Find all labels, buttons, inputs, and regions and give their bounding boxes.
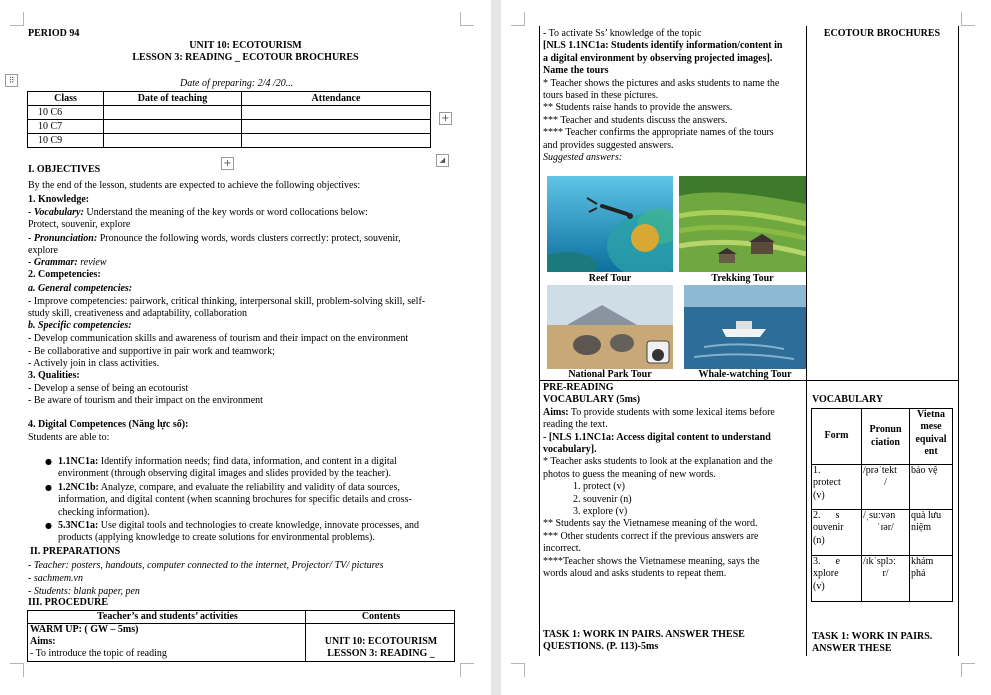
vocab-viet-cell: [910, 465, 953, 510]
vocab-header-vietnamese: [910, 409, 953, 465]
table-border: [539, 26, 540, 656]
header-text: Pronun: [869, 424, 902, 436]
step-text: *** Other students correct if the previous answers are: [543, 530, 759, 542]
step-text: ****Teacher shows the Vietnamese meaning, says the: [543, 555, 760, 567]
table-border: [958, 26, 959, 656]
header-text: ent: [924, 446, 938, 458]
crop-mark: [460, 663, 474, 677]
header-class: Class: [28, 92, 104, 106]
prep-students: - Students: blank paper, pen: [28, 586, 140, 597]
task-1-heading-cont: QUESTIONS. (P. 113)-5ms: [543, 641, 659, 652]
digital-competences-heading: 4. Digital Competences (Năng lực số):: [28, 419, 189, 430]
table-move-handle-icon[interactable]: ⠿: [5, 74, 18, 87]
caption-reef-tour: Reef Tour: [588, 273, 632, 284]
table-resize-handle-icon[interactable]: ◢: [436, 154, 449, 167]
lesson-title: LESSON 3: READING _ ECOTOUR BROCHURES: [132, 52, 359, 63]
attendance-cell[interactable]: [242, 134, 431, 148]
vocab-form-cell: [812, 556, 862, 602]
list-item-cont: [58, 494, 419, 506]
list-item-cont: [58, 532, 419, 544]
competencies-heading: 2. Competencies:: [28, 269, 101, 280]
date-cell[interactable]: [104, 106, 242, 120]
word-item: 1. protect (v): [573, 481, 625, 493]
activity-text: **** Teacher confirms the appropriate names of the tours: [543, 127, 774, 139]
general-competencies-heading: a. General competencies:: [28, 283, 133, 294]
activity-text: ** Students raise hands to provide the answers.: [543, 102, 733, 114]
cell-text: /prəˈtekt: [863, 465, 897, 476]
pronunciation-label: - Pronunciation:: [28, 233, 98, 244]
vocab-header-form: Form: [812, 409, 862, 465]
activity-text: * Teacher shows the pictures and asks students to name the: [543, 77, 780, 89]
quality-item: - Be aware of tourism and their impact on the environment: [28, 395, 263, 406]
prep-teacher: - Teacher: posters, handouts, computer connected to the internet, Projector/ TV/ pictures: [28, 560, 384, 571]
bullet-icon: ●: [45, 521, 52, 531]
whale-watching-tour-photo: [684, 285, 806, 369]
date-of-preparing: Date of preparing: 2/4 /20...: [180, 78, 294, 89]
ecotour-brochures-heading: ECOTOUR BROCHURES: [823, 28, 941, 39]
specific-competency-item: - Be collaborative and supportive in pair work and teamwork;: [28, 346, 275, 357]
content-unit: UNIT 10: ECOTOURISM: [324, 636, 438, 647]
nls-note: vocabulary].: [543, 444, 597, 456]
class-cell: 10 C7: [28, 120, 104, 134]
grammar-label: - Grammar:: [28, 257, 78, 268]
cell-text: ouvenir: [813, 522, 844, 534]
cell-text: xplore: [813, 568, 839, 580]
cell-text: 1.: [813, 465, 821, 476]
crop-mark: [961, 663, 975, 677]
general-competencies-text: - Improve competencies: pairwork, critical thinking, interpersonal skill, problem-solving skill, self-: [28, 296, 426, 307]
activity-text: - To activate Ss’ knowledge of the topic: [543, 28, 702, 39]
vocab-pron-cell: [862, 465, 910, 510]
bullet-icon: ●: [45, 457, 52, 466]
period-label: PERIOD 94: [28, 28, 80, 39]
vocab-pron-cell: [862, 556, 910, 602]
task-1-heading-right: TASK 1: WORK IN PAIRS.: [812, 631, 933, 642]
header-text: equival: [915, 433, 947, 445]
specific-competency-item: - Develop communication skills and awareness of tourism and their impact on the environment: [28, 333, 409, 344]
competence-text: Use digital tools and technologies to create knowledge, innovate processes, and: [98, 520, 420, 532]
vocab-viet-cell: [910, 510, 953, 556]
specific-competencies-heading: b. Specific competencies:: [28, 320, 132, 331]
aims-line: [543, 407, 775, 419]
document-page-right: [501, 0, 991, 695]
nls-note: [NLS 1.1NC1a: Students identify information/content in: [543, 40, 783, 52]
word-item: 3. explore (v): [573, 506, 628, 518]
caption-whale-watching-tour: Whale-watching Tour: [698, 369, 792, 380]
list-item: [45, 481, 419, 494]
header-attendance: Attendance: [242, 92, 431, 106]
warmup-heading: WARM UP: ( GW – 5ms): [30, 624, 139, 635]
step-text: photos to guess the meaning of new words.: [543, 468, 716, 480]
header-text: ciation: [871, 436, 900, 448]
grammar-text: review: [77, 257, 107, 268]
aims-text: To provide students with some lexical items before: [568, 406, 775, 418]
list-item-cont: [58, 468, 419, 480]
caption-trekking-tour: Trekking Tour: [711, 273, 774, 284]
grammar-line: [28, 257, 107, 269]
general-competencies-text-cont: study skill, creativeness and adaptability, collaboration: [28, 308, 248, 319]
crop-mark: [511, 12, 525, 26]
tour-activity-cell: [543, 28, 782, 164]
step-text: ** Students say the Vietnamese meaning of the word.: [543, 518, 758, 530]
vocabulary-heading: VOCABULARY (5ms): [543, 394, 641, 406]
vocab-words: Protect, souvenir, explore: [28, 219, 131, 230]
nls-note: a digital environment by observing projected images].: [543, 52, 773, 64]
crop-mark: [10, 663, 24, 677]
trekking-tour-photo: [679, 176, 806, 272]
header-text: Vietna: [917, 409, 945, 420]
cell-text: quà lưu: [911, 510, 942, 521]
vocab-header-pronunciation: [862, 409, 910, 465]
vocab-form-cell: [812, 465, 862, 510]
knowledge-heading: 1. Knowledge:: [28, 194, 90, 205]
task-1-heading-right-cont: ANSWER THESE: [812, 643, 892, 654]
step-text: words aloud and asks students to repeat them.: [543, 568, 727, 580]
vocab-viet-cell: [910, 556, 953, 602]
crop-mark: [511, 663, 525, 677]
competence-code: 1.2NC1b:: [58, 481, 99, 493]
competence-text: Analyze, compare, and evaluate the reliability and validity of data sources,: [98, 481, 400, 493]
step-text: * Teacher asks students to look at the explanation and the: [543, 456, 773, 468]
competence-text: products (applying knowledge to create solutions for environmental problems).: [58, 532, 375, 544]
add-column-icon[interactable]: +: [439, 112, 452, 125]
cell-text: phá: [911, 568, 926, 580]
pre-reading-heading: PRE-READING: [543, 382, 614, 393]
cell-text: 2. s: [813, 510, 840, 521]
list-item: [45, 456, 419, 468]
pre-reading-cell: [543, 382, 775, 581]
table-border: [806, 26, 807, 656]
prep-sachmem: - sachmem.vn: [28, 573, 83, 584]
caption-national-park-tour: National Park Tour: [568, 369, 652, 380]
vocab-text: Understand the meaning of the key words or word collocations below:: [83, 207, 368, 218]
vocabulary-table: [811, 408, 953, 602]
step-text: incorrect.: [543, 543, 582, 555]
warmup-cell: [28, 624, 306, 662]
suggested-answers-label: Suggested answers:: [543, 152, 623, 164]
list-item-cont: [58, 507, 419, 519]
crop-mark: [961, 12, 975, 26]
aims-label: Aims:: [30, 636, 56, 647]
word-item: 2. souvenir (n): [573, 493, 632, 505]
warmup-content-cell: [306, 624, 455, 662]
cell-text: /: [884, 477, 887, 489]
procedure-heading: III. PROCEDURE: [28, 597, 109, 608]
national-park-tour-photo: [547, 285, 673, 369]
competence-text: environment (through observing digital images and slides provided by the teacher).: [58, 468, 391, 480]
objectives-heading: I. OBJECTIVES: [28, 164, 101, 175]
class-cell: 10 C6: [28, 106, 104, 120]
pronunciation-text-cont: explore: [28, 245, 58, 256]
date-cell[interactable]: [104, 120, 242, 134]
crop-mark: [10, 12, 24, 26]
bullet-icon: ●: [45, 482, 52, 492]
cell-text: protect: [813, 477, 841, 489]
task-1-heading: TASK 1: WORK IN PAIRS. ANSWER THESE: [543, 629, 745, 640]
vocab-label: - Vocabulary:: [28, 207, 84, 218]
competence-code: 5.3NC1a:: [58, 520, 99, 532]
quality-item: - Develop a sense of being an ecotourist: [28, 383, 189, 394]
procedure-table: [27, 610, 455, 662]
crop-mark: [460, 12, 474, 26]
table-border: [539, 380, 959, 381]
competence-code: 1.1NC1a:: [58, 456, 99, 467]
reef-tour-photo: [547, 176, 673, 272]
class-cell: 10 C9: [28, 134, 104, 148]
vocab-pron-cell: [862, 510, 910, 556]
cell-text: ˈɪər/: [877, 522, 894, 534]
cell-text: khám: [911, 556, 934, 567]
date-cell[interactable]: [104, 134, 242, 148]
pronunciation-text: Pronounce the following words, words clusters correctly: protect, souvenir,: [97, 233, 401, 244]
content-lesson: LESSON 3: READING _: [327, 648, 435, 659]
activity-text: and provides suggested answers.: [543, 139, 674, 151]
aims-label: Aims:: [543, 406, 569, 418]
list-item: [45, 520, 420, 532]
competence-text: checking information).: [58, 506, 150, 518]
competence-text: Identify information needs; find data, information, and content in a digital: [98, 456, 397, 467]
cell-text: 3. e: [813, 556, 840, 567]
cell-text: /ɪkˈsplɔː: [863, 556, 896, 567]
cell-text: r/: [882, 568, 889, 580]
cell-text: (v): [813, 489, 825, 501]
competence-text: information, and digital content (when scanning brochures for specific details and cross-: [58, 494, 412, 506]
attendance-cell[interactable]: [242, 120, 431, 134]
cell-text: /ˌsuːvən: [863, 510, 896, 521]
preparations-heading: II. PREPARATIONS: [30, 546, 121, 557]
activity-text: *** Teacher and students discuss the answers.: [543, 114, 728, 126]
vocabulary-box-heading: VOCABULARY: [812, 394, 884, 405]
pronunciation-line: [28, 233, 401, 245]
attendance-cell[interactable]: [242, 106, 431, 120]
cell-text: bảo vệ: [911, 465, 938, 476]
digital-competences-list: [45, 456, 420, 545]
aims-text: reading the text.: [543, 419, 608, 431]
nls-note: - [NLS 1.1NC1a: Access digital content to understand: [543, 431, 771, 443]
objectives-intro: By the end of the lesson, students are expected to achieve the following objectives:: [28, 180, 361, 191]
specific-competency-item: - Actively join in class activities.: [28, 358, 160, 369]
aims-text: - To introduce the topic of reading: [30, 648, 167, 659]
cell-text: (n): [813, 534, 825, 546]
header-text: mese: [920, 421, 942, 433]
attendance-table: [27, 91, 431, 148]
digital-competences-intro: Students are able to:: [28, 432, 110, 443]
activity-text: tours based in these pictures.: [543, 90, 659, 102]
procedure-col-activities: Teacher’s and students’ activities: [28, 611, 306, 624]
qualities-heading: 3. Qualities:: [28, 370, 80, 381]
procedure-col-contents: Contents: [306, 611, 455, 624]
document-page-left: [0, 0, 491, 695]
cell-text: (v): [813, 580, 825, 592]
vocab-form-cell: [812, 510, 862, 556]
add-row-icon[interactable]: +: [221, 157, 234, 170]
unit-title: UNIT 10: ECOTOURISM: [189, 40, 302, 51]
cell-text: niệm: [911, 522, 931, 534]
vocab-line: [28, 207, 368, 219]
header-date-teaching: Date of teaching: [104, 92, 242, 106]
name-tours-heading: Name the tours: [543, 65, 609, 77]
